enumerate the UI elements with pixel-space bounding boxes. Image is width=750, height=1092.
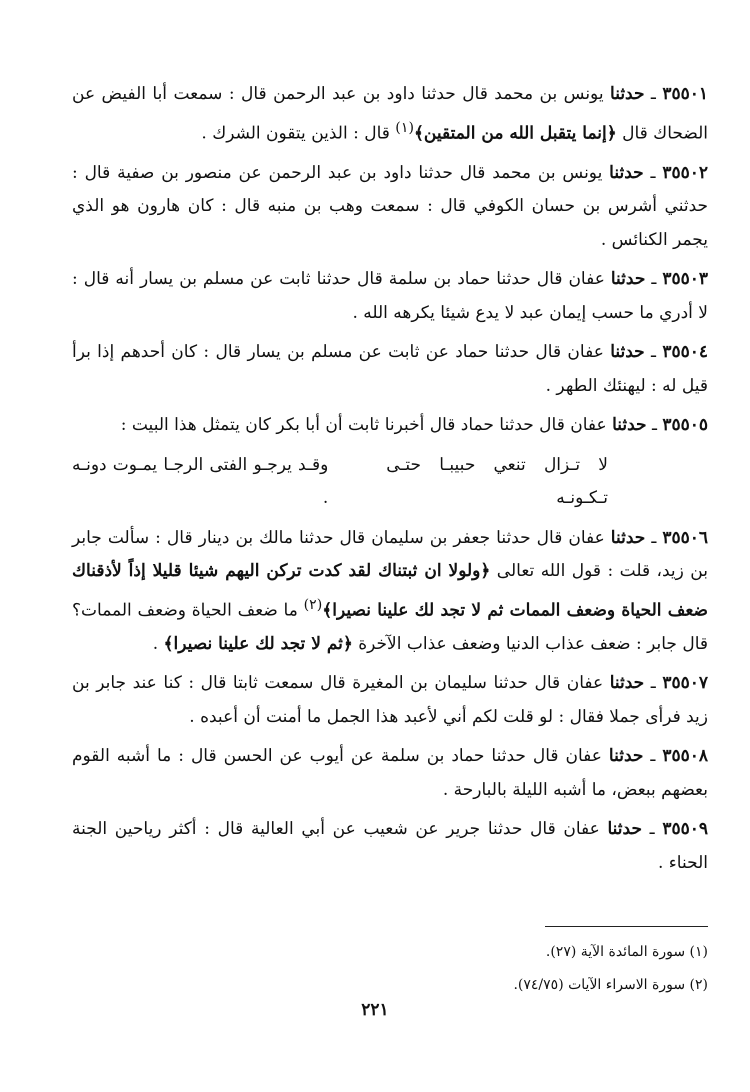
hadith-35505: [72, 409, 708, 443]
hadith-text: عفان قال حدثنا جرير عن شعيب عن أبي العالية قال : أكثر رياحين الجنة الحناء .: [72, 819, 708, 873]
hadith-text: عفان قال حدثنا حماد بن سلمة قال حدثنا ثابت عن مسلم بن يسار أنه قال : لا أدري ما حسب إيمان عبد لا يدع شيئا يكرهه الله .: [72, 269, 708, 323]
dash: ـ: [644, 84, 656, 104]
hadith-35501: [72, 78, 708, 151]
hadith-text: عفان قال حدثنا حماد قال أخبرنا ثابت أن أبا بكر كان يتمثل هذا البيت :: [120, 415, 613, 436]
hadith-35507: [72, 667, 708, 734]
hadith-text: عفان قال حدثنا حماد عن ثابت عن مسلم بن يسار قال : كان أحدهم إذا برأ قيل له : ليهنئك الطهر .: [72, 342, 708, 396]
dash: ـ: [644, 673, 656, 694]
hadith-35502: [72, 157, 708, 258]
hadith-lead: حدثنا: [607, 819, 642, 840]
hadith-lead: حدثنا: [610, 527, 646, 548]
dash: ـ: [641, 819, 655, 840]
quran-quote: ﴿إنما يتقبل الله من المتقين﴾: [413, 123, 617, 144]
hadith-lead: حدثنا: [609, 162, 644, 183]
hadith-lead: حدثنا: [610, 269, 646, 290]
hadith-number: ٣٥٥٠٤: [662, 342, 708, 363]
hadith-number: ٣٥٥٠١: [662, 84, 709, 104]
hadith-lead: حدثنا: [610, 84, 645, 104]
hadith-lead: حدثنا: [612, 415, 647, 436]
footnote-1: (١) سورة المائدة الآية (٢٧).: [545, 944, 708, 960]
hadith-number: ٣٥٥٠٢: [662, 162, 709, 183]
hadith-number: ٣٥٥٠٨: [662, 746, 708, 767]
footnote-ref: (٢): [303, 596, 323, 613]
quran-quote: ﴿ثم لا تجد لك علينا نصيرا﴾: [163, 633, 353, 654]
hadith-35508: [72, 740, 708, 807]
dash: ـ: [644, 342, 656, 363]
hadith-35506: [72, 522, 708, 662]
hadith-number: ٣٥٥٠٧: [662, 673, 708, 694]
hadith-35509: [72, 813, 708, 880]
hadith-35503: [72, 263, 708, 330]
hadith-35504: [72, 336, 708, 403]
hadith-lead: حدثنا: [609, 673, 645, 694]
footnote-2: (٢) سورة الاسراء الآيات (٧٤/٧٥).: [513, 977, 708, 993]
dash: ـ: [646, 415, 657, 436]
hadith-text: يونس بن محمد قال حدثنا داود بن عبد الرحمن عن منصور بن صفية قال : حدثني أشرس بن حسان الكوفي قال : سمعت وهب بن منبه قال : كان هارون هو الذي يجمر الكنائس .: [72, 162, 708, 250]
footnote-ref: (١): [395, 119, 414, 136]
dash: ـ: [643, 162, 656, 183]
hadith-text: عفان قال حدثنا سليمان بن المغيرة قال سمعت ثابتا قال : كنا عند جابر بن زيد فرأى جملا فقال : لو قلت لكم أني لأعبد هذا الجمل ما أمنت أن أعبده .: [72, 673, 708, 727]
page-body: [72, 78, 708, 886]
poetry-verse: [72, 449, 708, 516]
hadith-lead: حدثنا: [610, 342, 645, 363]
dash: ـ: [645, 527, 657, 548]
hadith-number: ٣٥٥٠٦: [662, 527, 708, 548]
hadith-text: ما ضعف الحياة وضعف الممات؟ قال جابر : ضعف عذاب الدنيا وضعف عذاب الآخرة: [72, 600, 708, 654]
dash: ـ: [645, 269, 657, 290]
hadith-text: عفان قال حدثنا حماد بن سلمة عن أيوب عن الحسن قال : ما أشبه القوم بعضهم ببعض، ما أشبه الليلة بالبارحة .: [72, 746, 708, 800]
hadith-text: .: [152, 633, 164, 654]
quran-quote: ﴿ولولا ان ثبتناك لقد كدت تركن اليهم شيئا قليلا إذاً لأذقناك ضعف الحياة وضعف الممات ثم لا تجد لك علينا نصيرا﴾: [72, 561, 708, 621]
hadith-text: عفان قال حدثنا جعفر بن سليمان قال حدثنا مالك بن دينار قال : سألت جابر بن زيد، قلت : قول الله تعالى: [72, 527, 708, 582]
hadith-number: ٣٥٥٠٥: [662, 415, 708, 436]
hadith-lead: حدثنا: [608, 746, 644, 767]
footnotes: [360, 936, 708, 1002]
footnote-divider: [545, 926, 708, 927]
page-number: ٢٢١: [361, 1000, 389, 1020]
verse-first-hemistich: لا تـزال تنعي حبيبـا حتـى تـكـونـه: [386, 454, 608, 509]
hadith-text: يونس بن محمد قال حدثنا داود بن عبد الرحمن قال : سمعت أبا الفيض عن الضحاك قال: [72, 84, 708, 144]
hadith-text: قال : الذين يتقون الشرك .: [201, 123, 396, 144]
hadith-number: ٣٥٥٠٣: [662, 269, 709, 290]
verse-second-hemistich: وقـد يرجـو الفتى الرجـا يمـوت دونـه .: [72, 454, 329, 509]
dash: ـ: [643, 746, 656, 767]
hadith-number: ٣٥٥٠٩: [662, 819, 708, 840]
